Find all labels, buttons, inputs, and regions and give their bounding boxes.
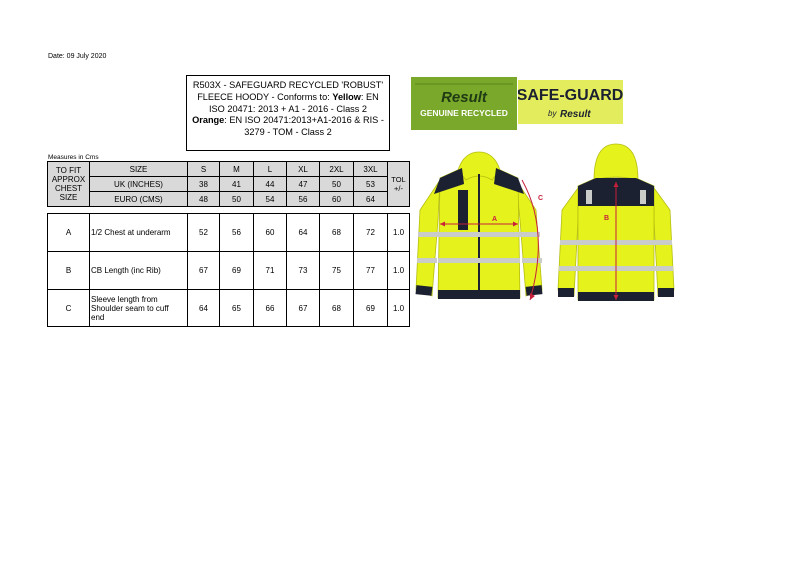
safeguard-wordmark: SAFE-GUARD	[518, 87, 623, 104]
product-title-box	[186, 75, 390, 151]
measure-label-c: C	[538, 195, 544, 202]
result-wordmark: Result	[441, 89, 487, 106]
measure-value: 67	[287, 290, 320, 327]
size-cell: L	[254, 162, 287, 177]
measure-description: CB Length (inc Rib)	[90, 252, 188, 290]
by-result-wordmark: Result	[560, 109, 591, 120]
measure-value: 52	[188, 214, 220, 252]
measures-unit-label: Measures in Cms	[48, 154, 99, 161]
size-header-row	[48, 162, 410, 177]
measure-value: 77	[354, 252, 388, 290]
safeguard-logo	[518, 80, 623, 124]
measure-value: 68	[320, 214, 354, 252]
uk-cell: 50	[320, 177, 354, 192]
measure-tolerance: 1.0	[388, 290, 410, 327]
measure-description: 1/2 Chest at underarm	[90, 214, 188, 252]
uk-cell: 44	[254, 177, 287, 192]
title-line-2: FLEECE HOODY - Conforms to: Yellow: EN	[197, 91, 379, 102]
size-cell: 3XL	[354, 162, 388, 177]
euro-cell: 48	[188, 192, 220, 207]
measure-value: 64	[287, 214, 320, 252]
measure-code: B	[48, 252, 90, 290]
genuine-recycled-text: GENUINE RECYCLED	[420, 108, 508, 118]
size-cell: S	[188, 162, 220, 177]
size-cell: M	[220, 162, 254, 177]
jacket-front-diagram	[412, 150, 552, 315]
size-cell: 2XL	[320, 162, 354, 177]
measure-value: 60	[254, 214, 287, 252]
measure-tolerance: 1.0	[388, 252, 410, 290]
measure-description: Sleeve length from Shoulder seam to cuff end	[90, 290, 188, 327]
title-line-5: 3279 - TOM - Class 2	[244, 127, 332, 138]
size-cell: XL	[287, 162, 320, 177]
measure-tolerance: 1.0	[388, 214, 410, 252]
euro-cell: 64	[354, 192, 388, 207]
measure-value: 66	[254, 290, 287, 327]
date-label: Date: 09 July 2020	[48, 53, 107, 60]
euro-cell: 54	[254, 192, 287, 207]
uk-label: UK (INCHES)	[90, 177, 188, 192]
size-label: SIZE	[90, 162, 188, 177]
jacket-back-diagram	[556, 140, 676, 315]
measure-value: 56	[220, 214, 254, 252]
table-row	[48, 252, 410, 290]
fit-chest-label: TO FIT APPROX CHEST SIZE	[48, 162, 90, 207]
euro-size-row	[48, 192, 410, 207]
measure-value: 69	[354, 290, 388, 327]
table-row	[48, 290, 410, 327]
measure-value: 72	[354, 214, 388, 252]
measure-value: 75	[320, 252, 354, 290]
euro-cell: 50	[220, 192, 254, 207]
euro-label: EURO (CMS)	[90, 192, 188, 207]
measure-value: 68	[320, 290, 354, 327]
by-text: by	[548, 109, 557, 118]
result-genuine-recycled-logo	[411, 77, 517, 130]
title-line-1: R503X - SAFEGUARD RECYCLED 'ROBUST'	[192, 80, 384, 90]
measure-value: 73	[287, 252, 320, 290]
measure-label-b: B	[604, 215, 610, 222]
table-row	[48, 214, 410, 252]
size-spec-table	[47, 161, 410, 327]
title-line-4: Orange: EN ISO 20471:2013+A1-2016 & RIS -	[192, 115, 384, 126]
measure-value: 65	[220, 290, 254, 327]
measure-label-a: A	[492, 216, 498, 223]
tolerance-label: TOL +/-	[388, 162, 410, 207]
measure-value: 71	[254, 252, 287, 290]
uk-cell: 38	[188, 177, 220, 192]
spacer-row	[48, 207, 410, 214]
measure-value: 64	[188, 290, 220, 327]
uk-cell: 41	[220, 177, 254, 192]
uk-cell: 47	[287, 177, 320, 192]
measure-value: 69	[220, 252, 254, 290]
measure-value: 67	[188, 252, 220, 290]
euro-cell: 60	[320, 192, 354, 207]
measure-code: C	[48, 290, 90, 327]
measure-code: A	[48, 214, 90, 252]
uk-cell: 53	[354, 177, 388, 192]
title-line-3: ISO 20471: 2013 + A1 - 2016 - Class 2	[208, 103, 368, 114]
uk-size-row	[48, 177, 410, 192]
euro-cell: 56	[287, 192, 320, 207]
